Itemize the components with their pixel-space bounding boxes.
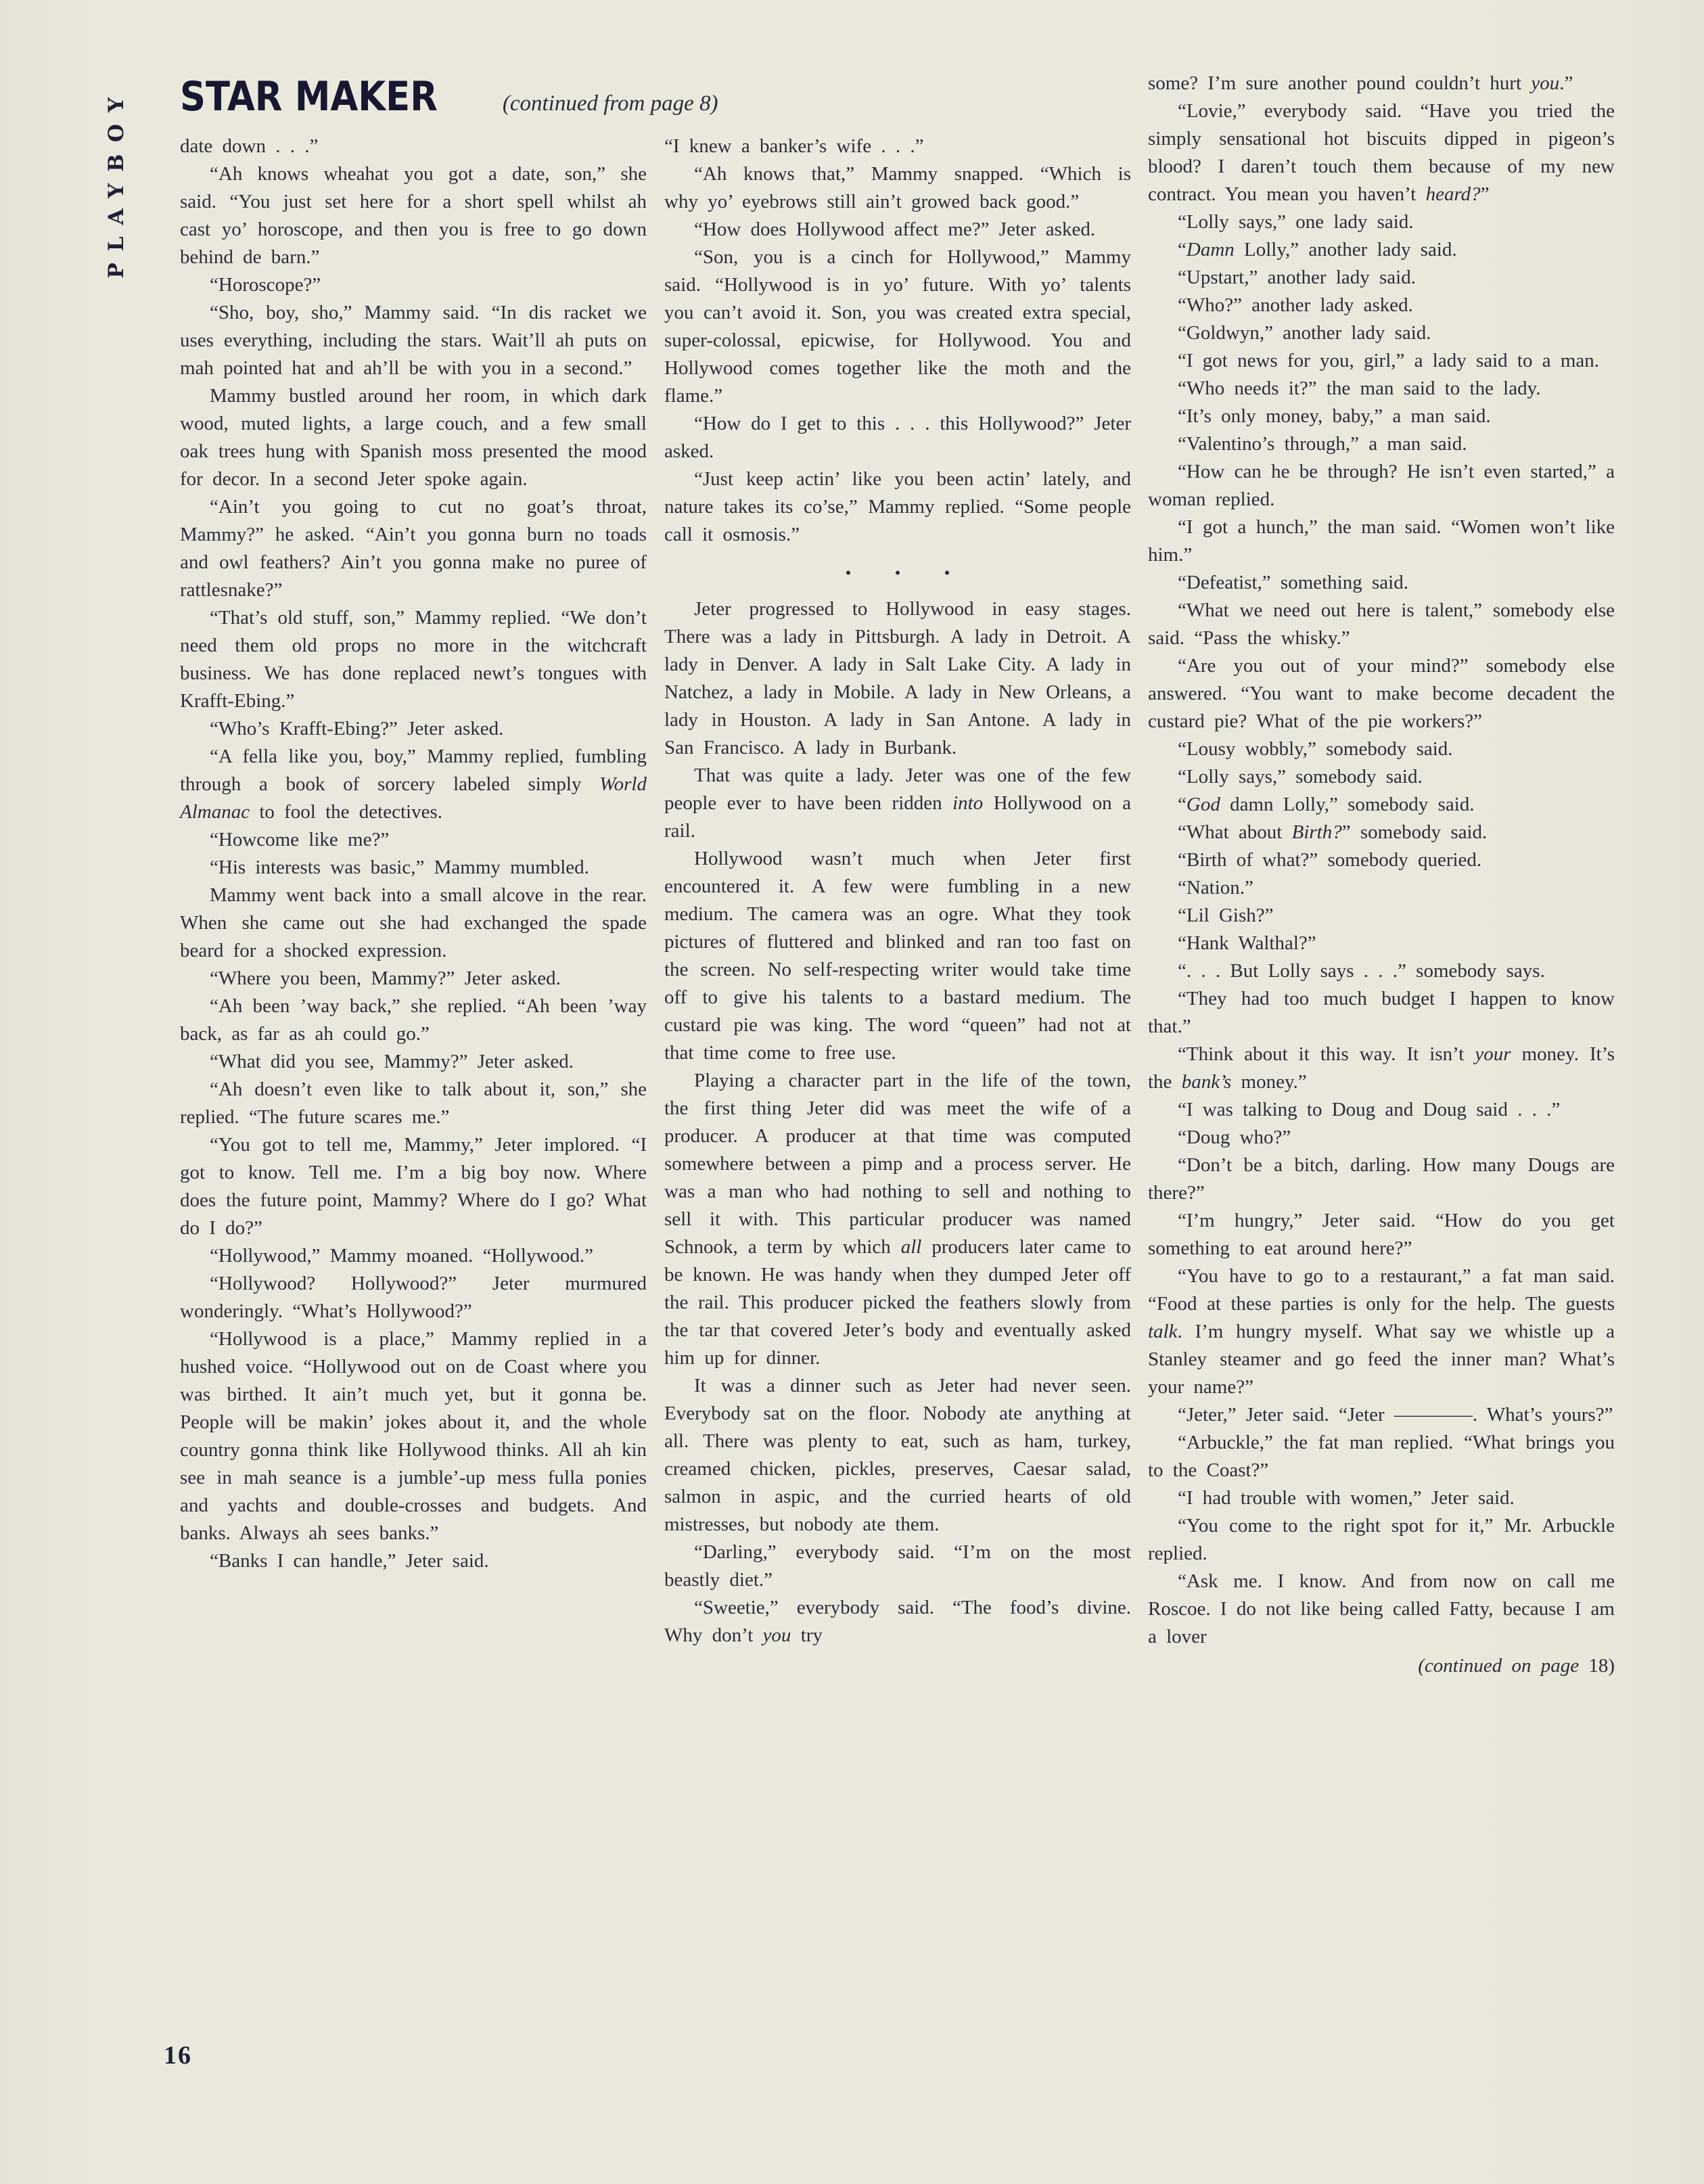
magazine-name: PLAYBOY [104,85,129,279]
paragraph: “Ain’t you going to cut no goat’s throat, Mammy?” he asked. “Ain’t you gonna burn no toads and owl feathers? Ain’t you gonna make no puree of rattlesnake?” [180,496,647,601]
paragraph: “Nation.” [1178,877,1253,898]
paragraph: “I knew a banker’s wife . . .” [664,135,924,157]
paragraph: “Hank Walthal?” [1178,932,1316,954]
paragraph: “You got to tell me, Mammy,” Jeter implored. “I got to know. Tell me. I’m a big boy now. Where does the future point, Mammy? Where do I go? What do I do?” [180,1134,647,1239]
paragraph: “Arbuckle,” the fat man replied. “What brings you to the Coast?” [1148,1432,1615,1481]
paragraph: “Hollywood,” Mammy moaned. “Hollywood.” [210,1245,594,1267]
paragraph: “Lolly says,” somebody said. [1178,766,1423,788]
paragraph: “Ah doesn’t even like to talk about it, son,” she replied. “The future scares me.” [180,1078,647,1128]
paragraph: “Sho, boy, sho,” Mammy said. “In dis racket we uses everything, including the stars. Wait’ll ah puts on mah pointed hat and ah’ll be with you in a second.” [180,302,647,379]
paragraph: “Darling,” everybody said. “I’m on the most beastly diet.” [664,1541,1131,1591]
paragraph: Hollywood wasn’t much when Jeter first encountered it. A few were fumbling in a new medium. The camera was an ogre. What they took pictures of fluttered and blinked and ran too fast on the screen. No self-respecting writer would take time off to give his talents to a bastard medium. The custard pie was king. The word “queen” had not at that time come to free use. [664,848,1131,1064]
paragraph: “Who?” another lady asked. [1178,294,1413,316]
paragraph: “Banks I can handle,” Jeter said. [210,1550,489,1572]
paragraph: “Where you been, Mammy?” Jeter asked. [210,968,561,989]
paragraph: “Howcome like me?” [210,829,390,850]
paragraph: “Ask me. I know. And from now on call me Roscoe. I do not like being called Fatty, because I am a lover [1148,1570,1615,1647]
paragraph: “They had too much budget I happen to know that.” [1148,988,1615,1037]
paragraph: “Hollywood is a place,” Mammy replied in a hushed voice. “Hollywood out on de Coast where you was birthed. It ain’t much yet, but it gonna be. People will be makin’ jokes about it, and the whole country gonna think like Hollywood thinks. All ah kin see in mah seance is a jumble’-up mess fulla ponies and yachts and double-crosses and budgets. And banks. Always ah sees banks.” [180,1328,647,1544]
paragraph: “Ah knows wheahat you got a date, son,” she said. “You just set here for a short spell whilst ah cast yo’ horoscope, and then you is free to go down behind de barn.” [180,163,647,268]
paragraph: “What we need out here is talent,” somebody else said. “Pass the whisky.” [1148,599,1615,649]
paragraph: “Horoscope?” [210,274,321,296]
paragraph: “You come to the right spot for it,” Mr. Arbuckle replied. [1148,1515,1615,1564]
paragraph: “I got a hunch,” the man said. “Women won’t like him.” [1148,516,1615,566]
paragraph: “How do I get to this . . . this Hollywood?” Jeter asked. [664,413,1131,462]
paragraph: “What did you see, Mammy?” Jeter asked. [210,1051,574,1072]
paragraph: “Hollywood? Hollywood?” Jeter murmured wonderingly. “What’s Hollywood?” [180,1273,647,1322]
text-column-3 [1148,70,1615,1680]
paragraph: “. . . But Lolly says . . .” somebody says. [1178,960,1545,982]
paragraph: “How does Hollywood affect me?” Jeter asked. [694,219,1096,240]
paragraph: “Who needs it?” the man said to the lady. [1178,378,1541,399]
paragraph: “Sweetie,” everybody said. “The food’s divine. Why don’t you try [664,1597,1131,1646]
paragraph: “Don’t be a bitch, darling. How many Dougs are there?” [1148,1154,1615,1204]
paragraph: Jeter progressed to Hollywood in easy stages. There was a lady in Pittsburgh. A lady in Detroit. A lady in Denver. A lady in Salt Lake City. A lady in Natchez, a lady in Mobile. A lady in New Orleans, a lady in Houston. A lady in San Antone. A lady in San Francisco. A lady in Burbank. [664,598,1131,758]
page-number: 16 [164,2041,192,2070]
section-separator: • • • [845,564,950,583]
paragraph: “Birth of what?” somebody queried. [1178,849,1482,871]
paragraph: “I was talking to Doug and Doug said . . .” [1178,1099,1561,1120]
paragraph: “Valentino’s through,” a man said. [1178,433,1467,455]
paragraph: “Lil Gish?” [1178,905,1274,926]
paragraph: “That’s old stuff, son,” Mammy replied. “We don’t need them old props no more in the witchcraft business. We has done replaced newt’s tongues with Krafft-Ebing.” [180,607,647,712]
paragraph: “Son, you is a cinch for Hollywood,” Mammy said. “Hollywood is in yo’ future. With yo’ talents you can’t avoid it. Son, you was created extra special, super-colossal, epicwise, for Hollywood. You and Hollywood comes together like the moth and the flame.” [664,246,1131,407]
paragraph: “It’s only money, baby,” a man said. [1178,405,1491,427]
text-column-1 [180,133,647,1575]
paragraph: “I got news for you, girl,” a lady said to a man. [1178,350,1600,371]
paragraph: “Who’s Krafft-Ebing?” Jeter asked. [210,718,504,740]
paragraph: “What about Birth?” somebody said. [1178,821,1488,843]
paragraph: some? I’m sure another pound couldn’t hurt you.” [1148,72,1573,94]
paragraph: “Ah been ’way back,” she replied. “Ah been ’way back, as far as ah could go.” [180,995,647,1045]
paragraph: “Damn Lolly,” another lady said. [1178,239,1457,260]
paragraph: That was quite a lady. Jeter was one of the few people ever to have been ridden into Hollywood on a rail. [664,765,1131,842]
paragraph: “Just keep actin’ like you been actin’ lately, and nature takes its co’se,” Mammy replied. “Some people call it osmosis.” [664,468,1131,545]
paragraph: “Doug who?” [1178,1127,1291,1148]
paragraph: “Upstart,” another lady said. [1178,267,1416,288]
paragraph: “Ah knows that,” Mammy snapped. “Which is why yo’ eyebrows still ain’t growed back good.” [664,163,1131,212]
paragraph: “A fella like you, boy,” Mammy replied, fumbling through a book of sorcery labeled simply World Almanac to fool the detectives. [180,746,647,823]
paragraph: “Goldwyn,” another lady said. [1178,322,1431,344]
paragraph: Mammy bustled around her room, in which dark wood, muted lights, a large couch, and a few small oak trees hung with Spanish moss presented the mood for decor. In a second Jeter spoke again. [180,385,647,490]
paragraph: “I’m hungry,” Jeter said. “How do you get something to eat around here?” [1148,1210,1615,1259]
continued-on-note: (continued on page 18) [1418,1655,1615,1677]
continued-from-note: (continued from page 8) [502,91,718,116]
spine-vertical-text [100,74,133,290]
paragraph: “Jeter,” Jeter said. “Jeter ————. What’s yours?” [1178,1404,1613,1426]
paragraph: “God damn Lolly,” somebody said. [1178,794,1475,815]
paragraph: “I had trouble with women,” Jeter said. [1178,1487,1515,1509]
paragraph: “Lousy wobbly,” somebody said. [1178,738,1453,760]
paragraph: It was a dinner such as Jeter had never seen. Everybody sat on the floor. Nobody ate anything at all. There was plenty to eat, such as ham, turkey, creamed chicken, pickles, preserves, Caesar salad, salmon in aspic, and the curried hearts of old mistresses, but nobody ate them. [664,1375,1131,1535]
paragraph: date down . . .” [180,135,319,157]
text-column-2 [664,133,1131,1650]
paragraph: “How can he be through? He isn’t even started,” a woman replied. [1148,461,1615,510]
article-header [180,73,718,120]
paragraph: “Defeatist,” something said. [1178,572,1408,593]
paragraph: “Lovie,” everybody said. “Have you tried the simply sensational hot biscuits dipped in pigeon’s blood? I daren’t touch them because of my new contract. You mean you haven’t heard?” [1148,100,1615,205]
paragraph: “You have to go to a restaurant,” a fat man said. “Food at these parties is only for the help. The guests talk. I’m hungry myself. What say we whistle up a Stanley steamer and go feed the inner man? What’s your name?” [1148,1265,1615,1398]
paragraph: Playing a character part in the life of the town, the first thing Jeter did was meet the wife of a producer. A producer at that time was computed somewhere between a pimp and a process server. He was a man who had nothing to sell and nothing to sell it with. This particular producer was named Schnook, a term by which all producers later came to be known. He was handy when they dumped Jeter off the rail. This producer picked the feathers slowly from the tar that covered Jeter’s body and eventually asked him up for dinner. [664,1070,1131,1369]
paragraph: Mammy went back into a small alcove in the rear. When she came out she had exchanged the spade beard for a shocked expression. [180,884,647,961]
paragraph: “Lolly says,” one lady said. [1178,211,1414,233]
paragraph: “Think about it this way. It isn’t your money. It’s the bank’s money.” [1148,1043,1615,1093]
paragraph: “His interests was basic,” Mammy mumbled. [210,857,589,878]
article-title: STAR MAKER [180,73,438,120]
paragraph: “Are you out of your mind?” somebody else answered. “You want to make become decadent the custard pie? What of the pie workers?” [1148,655,1615,732]
